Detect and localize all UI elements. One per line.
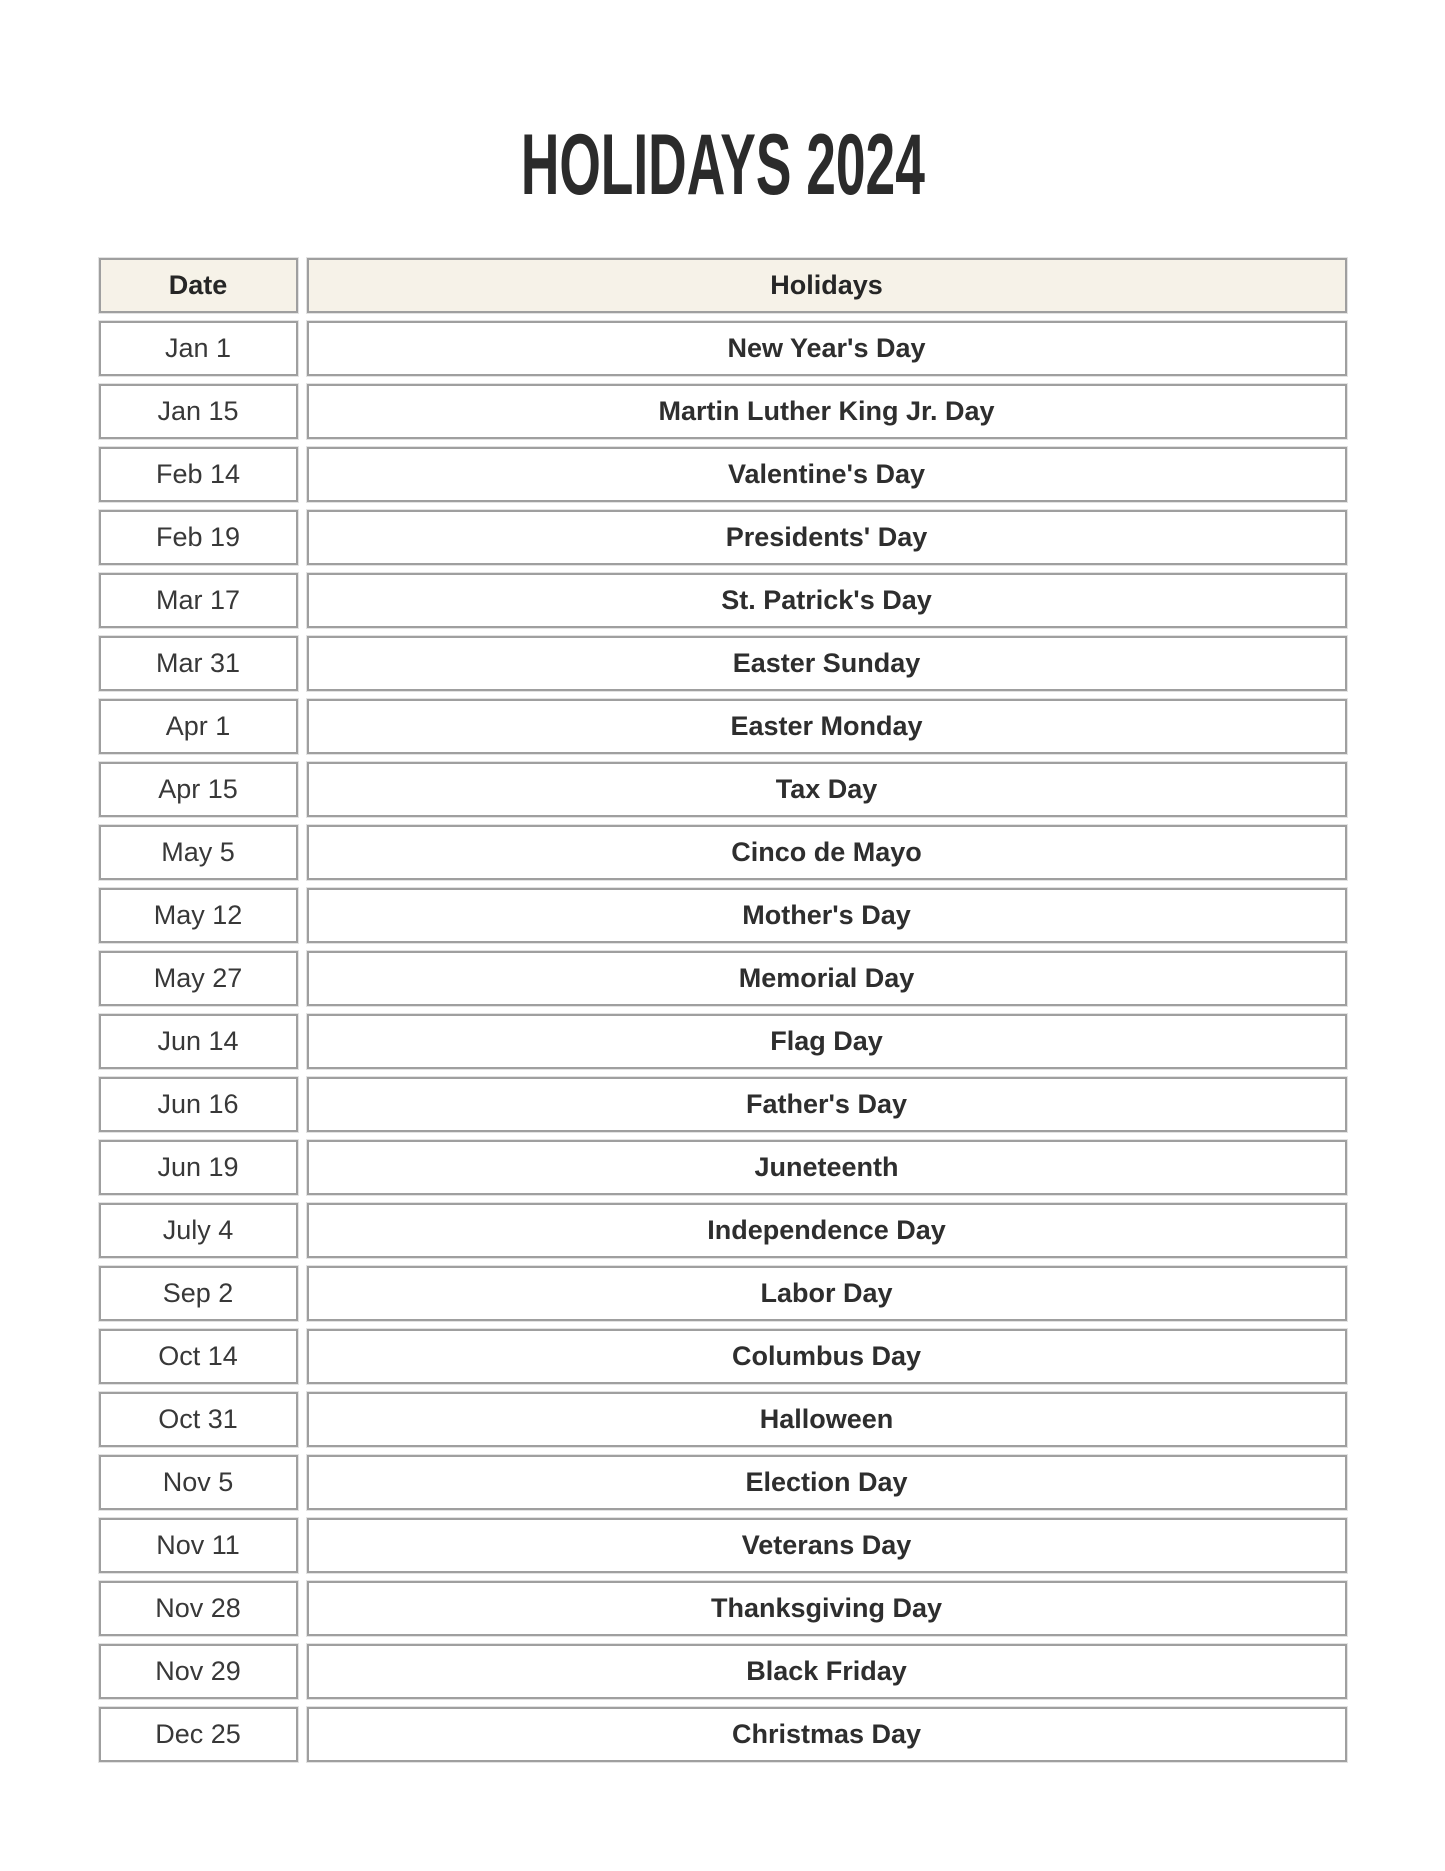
date-cell: Mar 31 <box>99 636 298 691</box>
date-cell: Jan 1 <box>99 321 298 376</box>
holiday-cell: Veterans Day <box>307 1518 1347 1573</box>
holiday-cell: Christmas Day <box>307 1707 1347 1762</box>
holiday-cell: Memorial Day <box>307 951 1347 1006</box>
holiday-cell: Thanksgiving Day <box>307 1581 1347 1636</box>
table-row <box>99 1581 1347 1636</box>
table-row <box>99 1329 1347 1384</box>
date-cell: Oct 31 <box>99 1392 298 1447</box>
date-cell: Jun 19 <box>99 1140 298 1195</box>
holidays-table <box>99 258 1347 1762</box>
table-row <box>99 447 1347 502</box>
holiday-cell: Father's Day <box>307 1077 1347 1132</box>
holiday-cell: Election Day <box>307 1455 1347 1510</box>
date-cell: Nov 28 <box>99 1581 298 1636</box>
table-row <box>99 384 1347 439</box>
holiday-cell: Easter Monday <box>307 699 1347 754</box>
table-row <box>99 699 1347 754</box>
table-row <box>99 1140 1347 1195</box>
date-cell: Apr 1 <box>99 699 298 754</box>
date-cell: Oct 14 <box>99 1329 298 1384</box>
table-row <box>99 762 1347 817</box>
header-cell-holidays: Holidays <box>307 258 1347 313</box>
date-cell: Feb 14 <box>99 447 298 502</box>
date-cell: Nov 11 <box>99 1518 298 1573</box>
date-cell: July 4 <box>99 1203 298 1258</box>
holiday-cell: Black Friday <box>307 1644 1347 1699</box>
date-cell: Apr 15 <box>99 762 298 817</box>
holiday-cell: New Year's Day <box>307 321 1347 376</box>
holiday-cell: Independence Day <box>307 1203 1347 1258</box>
table-header-row <box>99 258 1347 313</box>
holiday-cell: Tax Day <box>307 762 1347 817</box>
date-cell: Jun 14 <box>99 1014 298 1069</box>
table-row <box>99 888 1347 943</box>
holiday-cell: Martin Luther King Jr. Day <box>307 384 1347 439</box>
holiday-cell: Easter Sunday <box>307 636 1347 691</box>
header-cell-date: Date <box>99 258 298 313</box>
table-row <box>99 1518 1347 1573</box>
date-cell: Feb 19 <box>99 510 298 565</box>
holiday-cell: Presidents' Day <box>307 510 1347 565</box>
table-row <box>99 825 1347 880</box>
date-cell: Nov 29 <box>99 1644 298 1699</box>
holiday-cell: St. Patrick's Day <box>307 573 1347 628</box>
date-cell: May 5 <box>99 825 298 880</box>
holiday-cell: Cinco de Mayo <box>307 825 1347 880</box>
table-row <box>99 1266 1347 1321</box>
holiday-cell: Valentine's Day <box>307 447 1347 502</box>
holiday-cell: Flag Day <box>307 1014 1347 1069</box>
table-row <box>99 510 1347 565</box>
date-cell: Mar 17 <box>99 573 298 628</box>
date-cell: Jun 16 <box>99 1077 298 1132</box>
date-cell: May 12 <box>99 888 298 943</box>
table-row <box>99 1014 1347 1069</box>
table-row <box>99 951 1347 1006</box>
table-row <box>99 1392 1347 1447</box>
table-row <box>99 321 1347 376</box>
date-cell: May 27 <box>99 951 298 1006</box>
table-body <box>99 321 1347 1762</box>
table-row <box>99 1707 1347 1762</box>
holiday-cell: Labor Day <box>307 1266 1347 1321</box>
holiday-cell: Columbus Day <box>307 1329 1347 1384</box>
holiday-cell: Juneteenth <box>307 1140 1347 1195</box>
table-row <box>99 636 1347 691</box>
page-title: HOLIDAYS 2024 <box>520 117 925 213</box>
title-area <box>0 0 1445 213</box>
table-row <box>99 1644 1347 1699</box>
date-cell: Jan 15 <box>99 384 298 439</box>
date-cell: Nov 5 <box>99 1455 298 1510</box>
holiday-cell: Mother's Day <box>307 888 1347 943</box>
table-row <box>99 1455 1347 1510</box>
date-cell: Sep 2 <box>99 1266 298 1321</box>
table-row <box>99 1203 1347 1258</box>
holiday-cell: Halloween <box>307 1392 1347 1447</box>
date-cell: Dec 25 <box>99 1707 298 1762</box>
table-row <box>99 573 1347 628</box>
table-row <box>99 1077 1347 1132</box>
